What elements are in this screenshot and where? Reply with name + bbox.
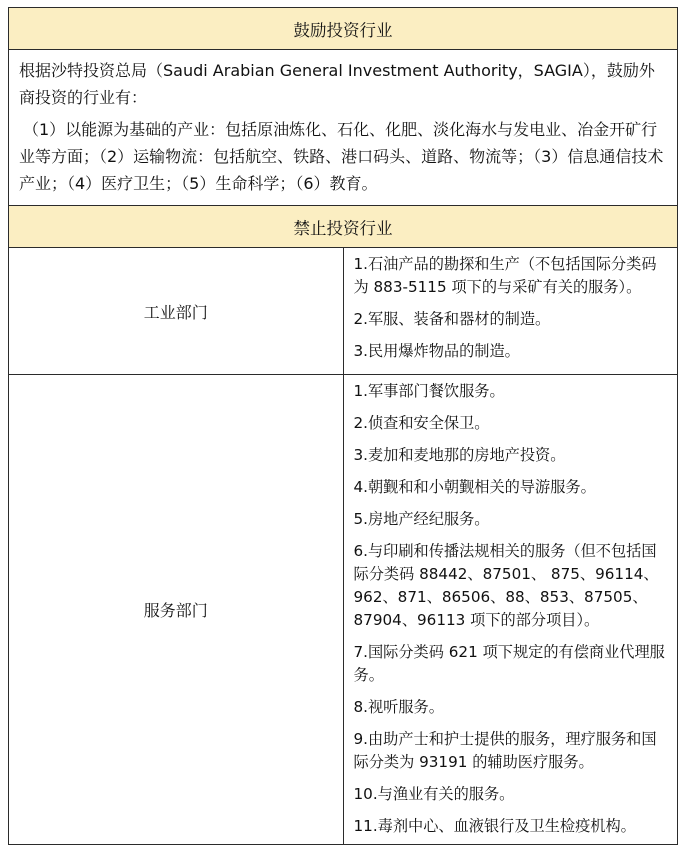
list-item: 11.毒剂中心、血液银行及卫生检疫机构。	[353, 817, 636, 835]
encourage-content-row	[9, 50, 678, 206]
service-section-label: 服务部门	[9, 375, 344, 845]
list-item: 2.侦查和安全保卫。	[353, 414, 490, 432]
industry-table-wrapper	[8, 7, 678, 845]
industry-section-label: 工业部门	[9, 248, 344, 375]
list-item: 5.房地产经纪服务。	[353, 510, 490, 528]
investment-industry-table	[8, 7, 678, 845]
list-item: 7.国际分类码 621 项下规定的有偿商业代理服务。	[353, 643, 665, 684]
encourage-content	[9, 50, 678, 206]
service-section-row	[9, 375, 678, 845]
list-item: 9.由助产士和护士提供的服务，理疗服务和国际分类为 93191 的辅助医疗服务。	[353, 730, 657, 771]
list-item: 3.民用爆炸物品的制造。	[353, 342, 520, 360]
list-item: 1.军事部门餐饮服务。	[353, 382, 505, 400]
list-item: 2.军服、装备和器材的制造。	[353, 310, 551, 328]
industry-section-items	[343, 248, 678, 375]
list-item: 8.视听服务。	[353, 698, 444, 716]
list-item: 6.与印刷和传播法规相关的服务（但不包括国际分类码 88442、87501、 875、96114、962、871、86506、88、853、87505、87904、96113 项下的部分项目）。	[353, 542, 659, 629]
prohibit-header-row	[9, 206, 678, 248]
encourage-detail-text: （1）以能源为基础的产业：包括原油炼化、石化、化肥、淡化海水与发电业、冶金开矿行业等方面；（2）运输物流：包括航空、铁路、港口码头、道路、物流等；（3）信息通信技术产业；（4）医疗卫生；（5）生命科学；（6）教育。	[19, 120, 664, 193]
encourage-title: 鼓励投资行业	[9, 8, 678, 50]
list-item: 10.与渔业有关的服务。	[353, 785, 515, 803]
service-section-items	[343, 375, 678, 845]
encourage-header-row	[9, 8, 678, 50]
list-item: 3.麦加和麦地那的房地产投资。	[353, 446, 566, 464]
encourage-intro-text: 根据沙特投资总局（Saudi Arabian General Investment Authority，SAGIA），鼓励外商投资的行业有：	[19, 61, 655, 107]
prohibit-title: 禁止投资行业	[9, 206, 678, 248]
list-item: 4.朝觐和和小朝觐相关的导游服务。	[353, 478, 596, 496]
industry-section-row	[9, 248, 678, 375]
list-item: 1.石油产品的勘探和生产（不包括国际分类码为 883-5115 项下的与采矿有关的服务）。	[353, 255, 657, 296]
